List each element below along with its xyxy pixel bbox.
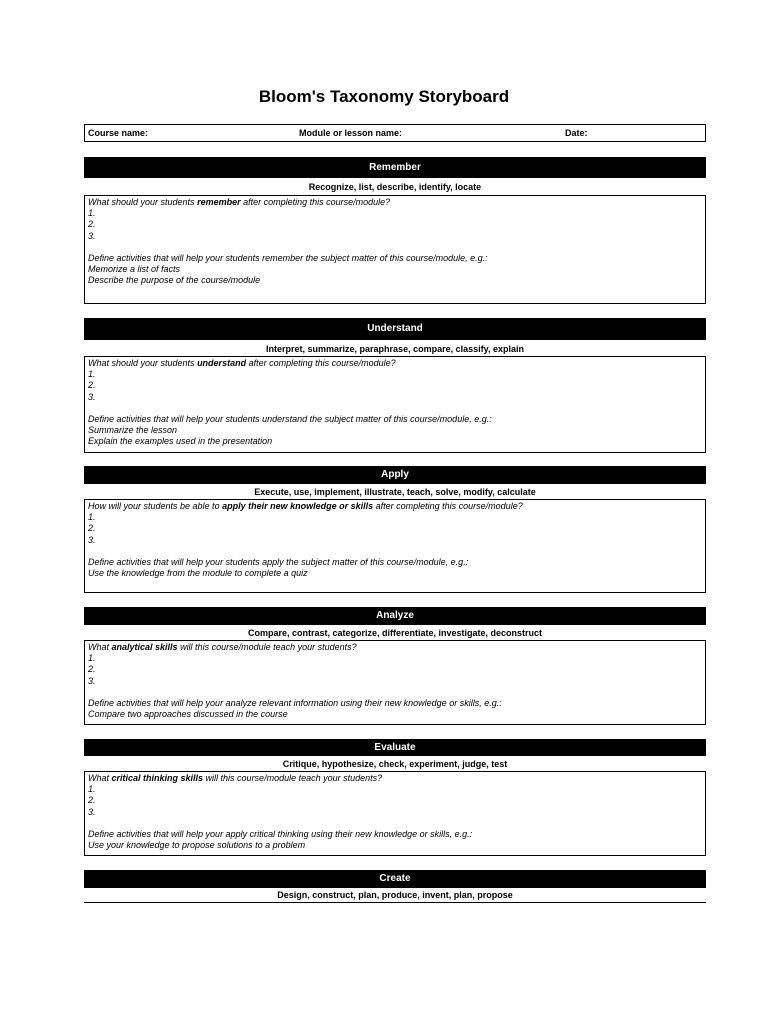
section-header-create: Create	[84, 870, 706, 888]
section-verbs-analyze: Compare, contrast, categorize, differentiate, investigate, deconstruct	[247, 628, 543, 638]
page-title: Bloom's Taxonomy Storyboard	[258, 87, 510, 106]
list-item: 2.	[88, 523, 96, 534]
section-header-evaluate: Evaluate	[84, 739, 706, 756]
example-item: Use the knowledge from the module to complete a quiz	[88, 568, 308, 579]
example-item: Compare two approaches discussed in the course	[88, 709, 288, 720]
section-verbs-create: Design, construct, plan, produce, invent, plan, propose	[277, 890, 513, 900]
define-activities-text: Define activities that will help your apply critical thinking using their new knowledge or skills, e.g.:	[88, 828, 473, 839]
question-line: What analytical skills will this course/module teach your students?	[88, 642, 357, 652]
section-header-analyze: Analyze	[84, 607, 706, 625]
example-item: Use your knowledge to propose solutions to a problem	[88, 840, 306, 851]
section-header-apply: Apply	[84, 466, 706, 484]
section-header-understand: Understand	[84, 318, 706, 340]
list-item: 1.	[88, 653, 96, 664]
list-item: 2.	[88, 219, 96, 230]
section-verbs-evaluate: Critique, hypothesize, check, experiment, judge, test	[282, 759, 508, 769]
section-box-understand	[84, 356, 706, 453]
module-name-label: Module or lesson name:	[299, 128, 403, 138]
list-item: 2.	[88, 664, 96, 675]
example-item: Summarize the lesson	[88, 425, 178, 436]
list-item: 3.	[88, 391, 96, 402]
list-item: 2.	[88, 795, 96, 806]
example-item: Explain the examples used in the presentation	[88, 436, 273, 447]
date-label: Date:	[565, 128, 588, 138]
question-line: What critical thinking skills will this course/module teach your students?	[88, 773, 383, 783]
section-box-remember	[84, 195, 706, 304]
course-info-row	[84, 124, 706, 142]
list-item: 3.	[88, 534, 96, 545]
define-activities-text: Define activities that will help your students remember the subject matter of this course/module, e.g.:	[88, 252, 488, 263]
section-box-analyze	[84, 640, 706, 725]
example-item: Describe the purpose of the course/module	[88, 275, 261, 286]
question-line: What should your students understand after completing this course/module?	[88, 358, 396, 368]
question-line: How will your students be able to apply their new knowledge or skills after completing this course/module?	[88, 501, 523, 511]
section-verbs-apply: Execute, use, implement, illustrate, teach, solve, modify, calculate	[254, 487, 536, 497]
list-item: 3.	[88, 806, 96, 817]
list-item: 1.	[88, 369, 96, 380]
list-item: 3.	[88, 675, 96, 686]
section-header-remember: Remember	[84, 157, 706, 178]
define-activities-text: Define activities that will help your analyze relevant information using their new knowledge or skills, e.g.:	[88, 697, 502, 708]
list-item: 1.	[88, 784, 96, 795]
section-box-evaluate	[84, 771, 706, 856]
list-item: 3.	[88, 230, 96, 241]
section-box-apply	[84, 499, 706, 593]
section-verbs-remember: Recognize, list, describe, identify, locate	[308, 182, 482, 192]
define-activities-text: Define activities that will help your students apply the subject matter of this course/module, e.g.:	[88, 556, 469, 567]
list-item: 1.	[88, 512, 96, 523]
list-item: 2.	[88, 380, 96, 391]
course-name-label: Course name:	[88, 128, 149, 138]
list-item: 1.	[88, 208, 96, 219]
example-item: Memorize a list of facts	[88, 264, 181, 275]
define-activities-text: Define activities that will help your students understand the subject matter of this course/module, e.g.:	[88, 413, 492, 424]
bottom-rule	[84, 902, 706, 903]
question-line: What should your students remember after completing this course/module?	[88, 197, 391, 207]
section-verbs-understand: Interpret, summarize, paraphrase, compare, classify, explain	[266, 344, 524, 354]
